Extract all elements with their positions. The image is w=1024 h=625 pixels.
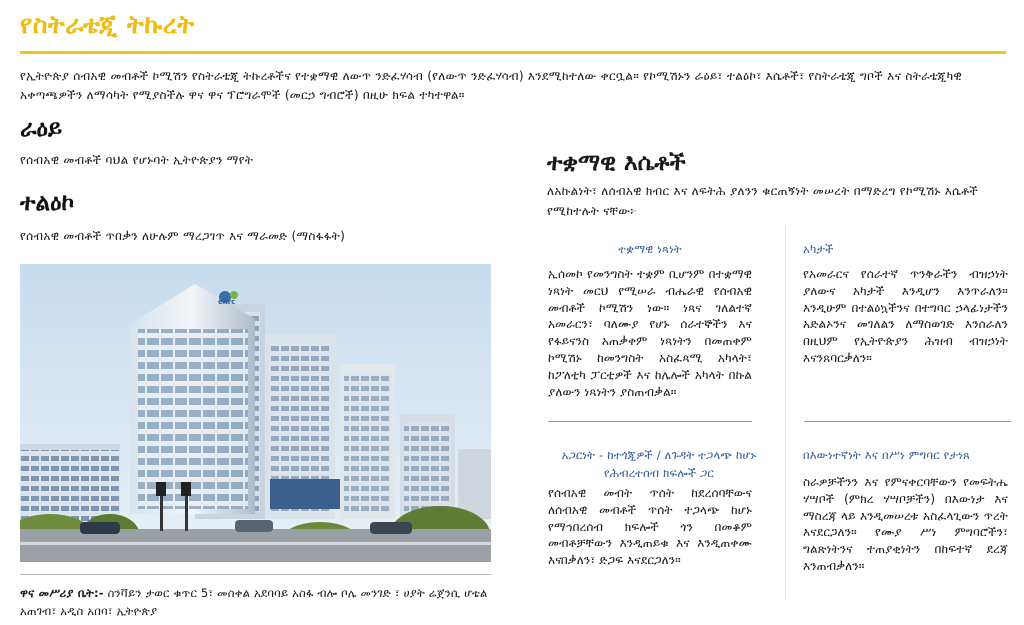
values-row-divider-left <box>548 421 752 422</box>
mission-text: የሰብአዊ መብቶች ጥበቃን ለሁሉም ማረጋገጥ እና ማራመድ (ማስፋፋት) <box>20 229 346 243</box>
values-heading: ተቋማዊ እሴቶች <box>547 150 686 176</box>
value-text-integrity: ስራዎቻችንን እና የምናቀርባቸውን የመፍትሔ ሃሣቦች (ምክረ ሃሣቦቻችን) በእውነታ እና ማስረጃ ላይ እንዲመሠረቱ አስፈላጊውን ጥረት እናደርጋለን። የሙያ ሥነ ምግባሮችን፣ ግልጽነትንና ተጠያቂነትን በከፍተኛ ደረጃ እንጠብቃለን። <box>803 475 1008 573</box>
title-divider <box>20 51 1006 54</box>
building-sign: ehrc <box>218 298 236 306</box>
value-title-integrity: በእውነተኛነት እና በሥነ ምግባር የታነጸ <box>803 448 970 462</box>
value-title-partnership: አጋርነት - ከተጎጂዎች / ለጉዳት ተጋላጭ ከሆኑ የሕብረተሰብ ክፍሎች ጋር <box>561 448 757 480</box>
caption-label: ዋና መሥሪያ ቤት:- <box>20 586 104 600</box>
vision-heading: ራዕይ <box>20 116 63 142</box>
value-text-partnership: የሰብአዊ መብት ጥሰት ከደረሰባቸውና ለሰብአዊ መብቶች ጥሰት ተጋላጭ ከሆኑ የማኅበረሰብ ክፍሎች ጎን በመቆም መብቶቻቸውን እንዲጠይቁ እና እንዲጠቀሙ እናበቃለን፣ ድጋፍ እናደርጋለን። <box>548 486 752 568</box>
value-title-independence: ተቋማዊ ነጻነት <box>618 242 682 256</box>
value-text-independence: ኢሰመኮ የመንግስት ተቋም ቢሆንም በተቋማዊ ነጻነት መርህ የሚሠራ ብሔራዊ የሰብአዊ መብቶች ኮሚሽን ነው። ነጻና ገለልተኛ አመራርን፣ ባለሙያ የሆኑ ሰራተኞችን እና የፋይናንስ አጠቃቀም ነጻነትን በመጠቀም ኮሚሽኑ ከመንግስት አስፈጻሚ አካላት፣ ከፖለቲካ ፓርቲዎች እና ከሌሎች አካላት በኩል ያለውን ነጻነትን ያስጠብቃል። <box>548 267 752 399</box>
headquarters-caption <box>20 584 490 620</box>
value-title-inclusive: አካታች <box>803 242 834 256</box>
values-column-divider <box>785 225 786 600</box>
intro-paragraph: የኢትዮጵያ ሰብአዊ መብቶች ኮሚሽን የስትራቴጂ ትኩረቶችና የተቋማዊ ለውጥ ንድፈሃሳብ (የለውጥ ንድፈሃሳብ) እንደሚከተለው ቀርቧል። የኮሚሽኑን ራዕይ፣ ተልዕኮ፣ እሴቶች፣ የስትራቴጂ ግቦች እና ስትራቴጂካዊ አቀጣጫዎችን ለማሳካት የሚያስችሉ ዋና ዋና ፕሮግራሞች (መርኃ ግብሮች) በዚሁ ክፍል ተካተዋል። <box>20 69 962 102</box>
photo-divider <box>20 574 491 575</box>
values-intro: ለአኩልነት፣ ለሰብአዊ ክብር እና ለፍትሕ ያለንን ቁርጠኝነት መሠረት በማድረግ የኮሚሽኑ እሴቶች የሚከተሉት ናቸው፦ <box>547 184 979 218</box>
caption-address: ስንቫይን ታወር ቁጥር 5፣ መስቀል አደባባይ አስፋ ብሎ ቦሌ መንገድ ፣ ሀያት ሬጀንሲ ሆቴል አጠገብ፣ አዲስ አበባ፣ ኢትዮጵያ <box>20 586 488 618</box>
value-text-inclusive: የአመራርና የሰራተኛ ጥንቅራችን ብዝኃነት ያለውና አካታች እንዲሆን እንጥራለን። እንዲሁም በተልዕኳችንና በተግባር ኃላፊነታችን አድልኦንና መገለልን ለማስወገድ እንሰራለን በዚህም የኢትዮጵያን ሕዝብ ብዝኃነት እናንጸባርቃለን። <box>803 267 1008 365</box>
mission-heading: ተልዕኮ <box>20 190 75 216</box>
values-row-divider-right <box>804 421 1011 422</box>
headquarters-building-photo <box>20 264 491 562</box>
vision-text: የሰብአዊ መብቶች ባህል የሆኑባት ኢትዮጵያን ማየት <box>20 153 254 167</box>
page-title: የስትራቴጂ ትኩረት <box>20 10 195 39</box>
